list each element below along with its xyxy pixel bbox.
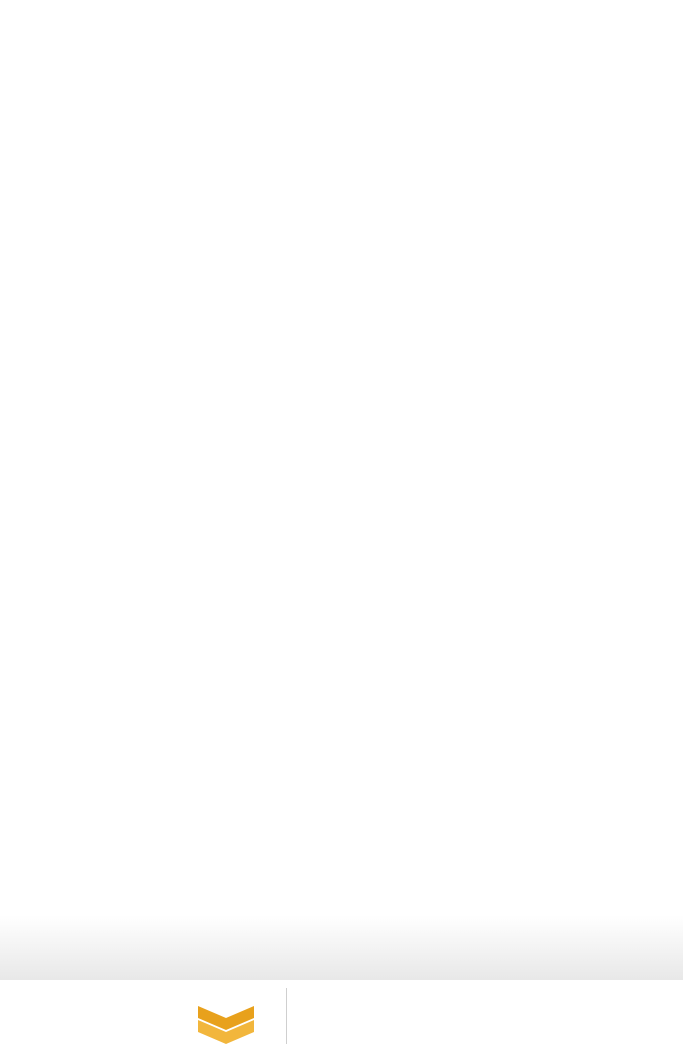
store-logo <box>20 988 270 1048</box>
logo-chevron-icon <box>20 988 270 1048</box>
footer-divider <box>286 988 287 1044</box>
page-shadow <box>0 915 683 985</box>
running-head <box>88 60 96 76</box>
watermark-banner <box>0 980 683 1053</box>
table-of-contents <box>88 101 584 163</box>
